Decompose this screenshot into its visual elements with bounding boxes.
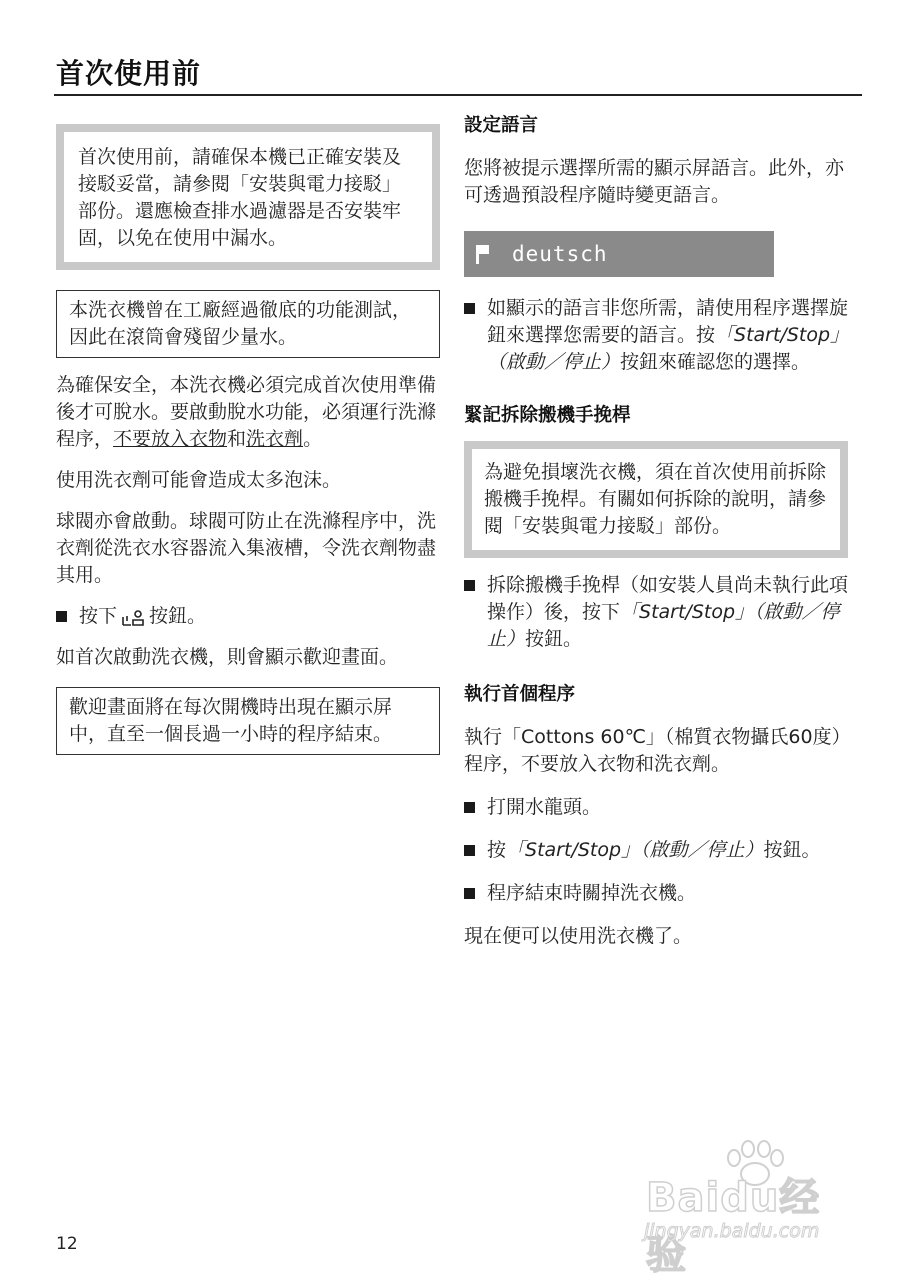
heading-first-program: 執行首個程序 — [464, 684, 576, 705]
watermark-url: jingyan.baidu.com — [644, 1220, 820, 1242]
notice-factory-test-text: 本洗衣機曾在工廠經過徹底的功能測試，因此在滾筒會殘留少量水。 — [69, 299, 412, 348]
bullet-square — [464, 580, 475, 591]
bullet-square — [464, 888, 475, 899]
start-stop-label: 「Start/Stop」（啟動／停止） — [487, 324, 850, 373]
button-text: 按鈕。 — [149, 605, 207, 627]
notice-box-factory-test — [56, 290, 440, 358]
select-language-text-b: 按鈕來確認您的選擇。 — [620, 351, 811, 373]
spin-button-icon — [121, 607, 145, 627]
no-laundry-underlined: 不要放入衣物 — [113, 428, 228, 450]
notice-box-welcome — [56, 687, 440, 755]
welcome-screen-paragraph: 如首次啟動洗衣機，則會顯示歡迎畫面。 — [56, 646, 399, 668]
page-number: 12 — [56, 1234, 78, 1254]
open-tap-bullet — [464, 794, 860, 821]
switch-off-text: 程序結束時關掉洗衣機。 — [487, 882, 697, 904]
press-text: 按下 — [79, 605, 118, 627]
right-column — [464, 112, 860, 950]
select-language-bullet — [464, 295, 860, 376]
foam-paragraph: 使用洗衣劑可能會造成太多泡沫。 — [56, 469, 342, 491]
press-start-text-b: 按鈕。 — [763, 839, 821, 861]
detergent-underlined: 洗衣劑 — [246, 428, 304, 450]
select-language-text-a: 如顯示的語言非您所需，請使用程序選擇旋鈕來選擇您需要的語言。按 — [487, 297, 849, 346]
left-column — [56, 112, 440, 755]
baidu-watermark — [640, 1140, 860, 1278]
flag-icon — [474, 243, 492, 265]
spin-safety-text-a: 為確保安全，本洗衣機必須完成首次使用準備後才可脫水。要啟動脫水功能，必須運行洗滌程序， — [56, 374, 437, 450]
page-title: 首次使用前 — [56, 57, 202, 90]
notice-installation-text: 首次使用前，請確保本機已正確安裝及接駁妥當，請參閱「安裝與電力接駁」部份。還應檢查排水過濾器是否安裝牢固，以免在使用中漏水。 — [78, 146, 402, 249]
remove-bar-text-a: 拆除搬機手挽桿（如安裝人員尚未執行此項操作）後，按下 — [487, 574, 849, 623]
notice-box-installation — [56, 124, 440, 270]
open-tap-text: 打開水龍頭。 — [487, 796, 602, 818]
first-program-paragraph: 執行「Cottons 60℃」（棉質衣物攝氏60度）程序，不要放入衣物和洗衣劑。 — [464, 726, 851, 775]
display-screen — [464, 231, 774, 277]
press-spin-bullet — [56, 603, 440, 630]
bullet-square — [464, 303, 475, 314]
start-stop-label: 「Start/Stop」（啟動／停止） — [487, 601, 840, 650]
remove-bar-text-b: 按鈕。 — [525, 628, 583, 650]
display-language-text: deutsch — [512, 242, 608, 266]
bullet-square — [464, 845, 475, 856]
watermark-logo-text: Baidu经验 — [646, 1175, 821, 1278]
heading-set-language: 設定語言 — [464, 115, 539, 136]
heading-remove-transit-bar: 緊記拆除搬機手挽桿 — [464, 405, 631, 426]
switch-off-bullet — [464, 880, 860, 907]
press-start-bullet — [464, 837, 860, 864]
bullet-square — [56, 611, 67, 622]
ready-paragraph: 現在便可以使用洗衣機了。 — [464, 925, 693, 947]
press-start-text-a: 按 — [487, 839, 507, 861]
bullet-square — [464, 802, 475, 813]
spin-safety-text-c: 。 — [303, 428, 323, 450]
notice-welcome-text: 歡迎畫面將在每次開機時出現在顯示屏中，直至一個長過一小時的程序結束。 — [69, 696, 393, 745]
language-intro-paragraph: 您將被提示選擇所需的顯示屏語言。此外，亦可透過預設程序隨時變更語言。 — [464, 157, 845, 206]
notice-transit-bar-text: 為避免損壞洗衣機，須在首次使用前拆除搬機手挽桿。有關如何拆除的說明，請參閱「安裝與電力接駁」部份。 — [484, 461, 827, 537]
start-stop-label: 「Start/Stop」（啟動／停止） — [506, 839, 764, 861]
ball-valve-paragraph: 球閥亦會啟動。球閥可防止在洗滌程序中，洗衣劑從洗衣水容器流入集液槽，令洗衣劑物盡其用。 — [56, 510, 437, 586]
remove-bar-bullet — [464, 572, 860, 653]
spin-safety-text-b: 和 — [227, 428, 247, 450]
title-rule — [54, 94, 862, 96]
spin-safety-paragraph — [56, 372, 440, 453]
notice-box-transit-bar — [464, 441, 848, 558]
